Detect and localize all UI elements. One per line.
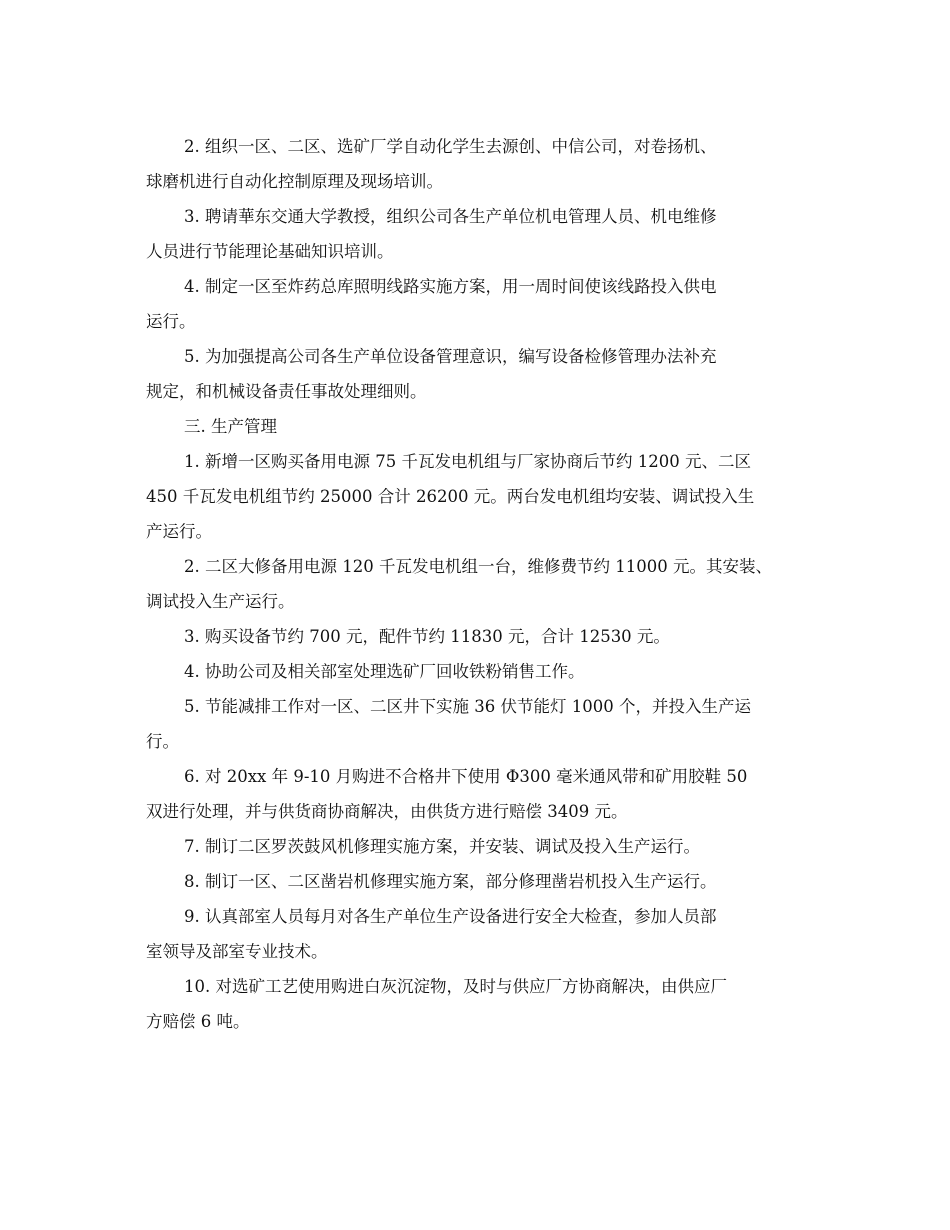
text-line: 4. 制定一区至炸药总库照明线路实施方案，用一周时间使该线路投入供电 (184, 277, 717, 296)
document-body (146, 129, 826, 1039)
text-line: 双进行处理，并与供货商协商解决，由供货方进行赔偿 3409 元。 (146, 802, 628, 821)
text-line: 5. 为加强提高公司各生产单位设备管理意识，编写设备检修管理办法补充 (184, 347, 717, 366)
text-line: 产运行。 (146, 522, 212, 541)
text-line: 5. 节能减排工作对一区、二区井下实施 36 伏节能灯 1000 个，并投入生产运 (184, 697, 751, 716)
text-line: 三. 生产管理 (184, 417, 277, 436)
text-line: 室领导及部室专业技术。 (146, 942, 328, 961)
text-line: 6. 对 20xx 年 9-10 月购进不合格井下使用 Φ300 毫米通风带和矿用胶鞋 50 (184, 767, 748, 786)
text-line: 1. 新增一区购买备用电源 75 千瓦发电机组与厂家协商后节约 1200 元、二区 (184, 452, 751, 471)
text-line: 8. 制订一区、二区凿岩机修理实施方案，部分修理凿岩机投入生产运行。 (184, 872, 717, 891)
text-line: 2. 组织一区、二区、选矿厂学自动化学生去源创、中信公司，对卷扬机、 (184, 137, 717, 156)
text-line: 调试投入生产运行。 (146, 592, 295, 611)
text-line: 7. 制订二区罗茨鼓风机修理实施方案，并安装、调试及投入生产运行。 (184, 837, 700, 856)
text-line: 10. 对选矿工艺使用购进白灰沉淀物，及时与供应厂方协商解决，由供应厂 (184, 977, 727, 996)
text-line: 3. 聘请華东交通大学教授，组织公司各生产单位机电管理人员、机电维修 (184, 207, 717, 226)
text-line: 运行。 (146, 312, 196, 331)
text-line: 行。 (146, 732, 179, 751)
text-line: 450 千瓦发电机组节约 25000 合计 26200 元。两台发电机组均安装、调试投入生 (146, 487, 755, 506)
text-line: 2. 二区大修备用电源 120 千瓦发电机组一台，维修费节约 11000 元。其安装、 (184, 557, 772, 576)
text-line: 3. 购买设备节约 700 元，配件节约 11830 元，合计 12530 元。 (184, 627, 670, 646)
text-line: 人员进行节能理论基础知识培训。 (146, 242, 394, 261)
text-line: 9. 认真部室人员每月对各生产单位生产设备进行安全大检查，参加人员部 (184, 907, 717, 926)
text-line: 方赔偿 6 吨。 (146, 1012, 250, 1031)
text-line: 球磨机进行自动化控制原理及现场培训。 (146, 172, 443, 191)
text-line: 4. 协助公司及相关部室处理选矿厂回收铁粉销售工作。 (184, 662, 585, 681)
text-line: 规定，和机械设备责任事故处理细则。 (146, 382, 427, 401)
